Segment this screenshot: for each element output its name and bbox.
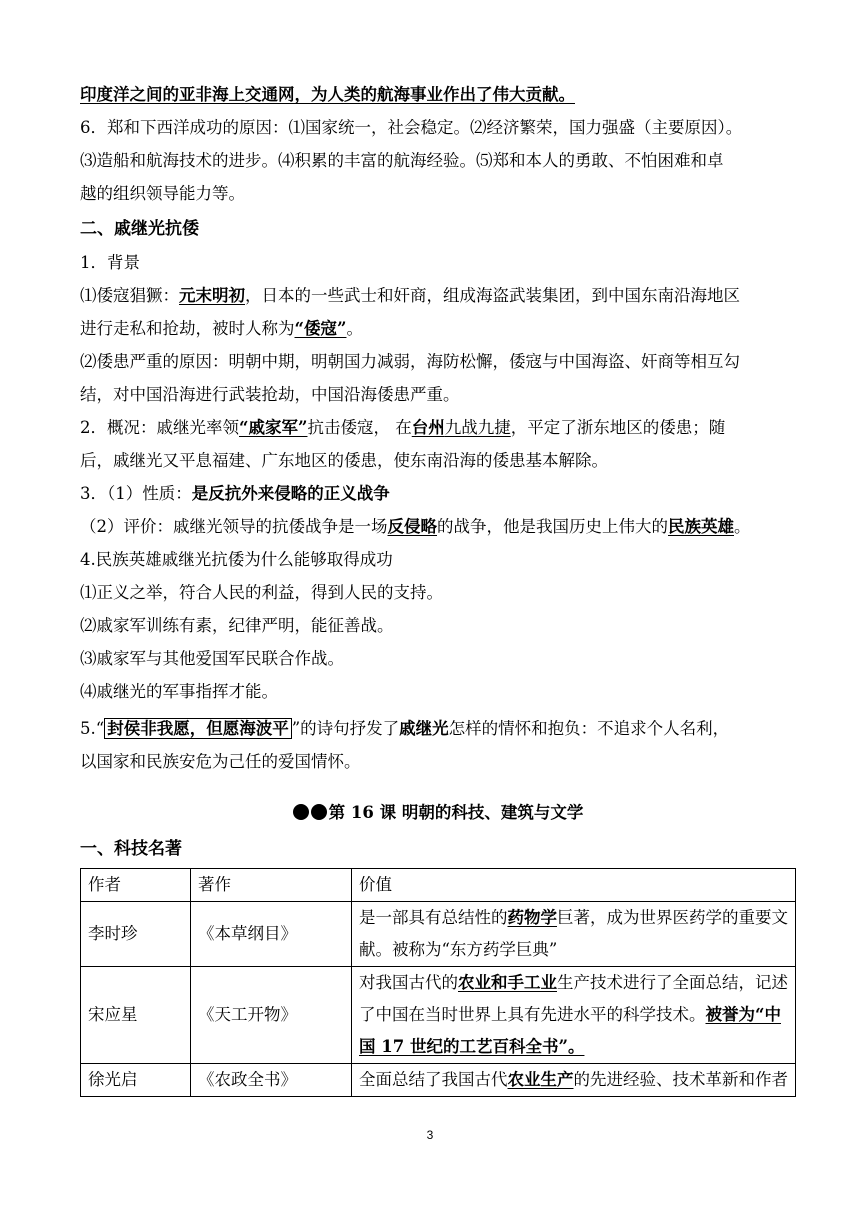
key-term: 农业生产: [507, 1070, 574, 1089]
text-line: 后，戚继光又平息福建、广东地区的倭患，使东南沿海的倭患基本解除。: [80, 451, 608, 470]
text-span: 全面总结了我国古代: [359, 1070, 508, 1089]
text-span: 对我国古代的: [359, 973, 458, 992]
cell-line: [359, 1064, 788, 1096]
key-term: 农业和手工业: [458, 973, 557, 992]
cell-line: [359, 967, 788, 999]
key-term: 药物学: [507, 908, 557, 927]
text-span: ”的诗句抒发了: [291, 719, 400, 738]
key-term: 民族英雄: [668, 517, 734, 536]
text-span: 2．概况：戚继光率领: [80, 418, 239, 437]
text-span: ，日本的一些武士和奸商，组成海盗武装集团，到中国东南沿海地区: [245, 286, 740, 305]
text-line: 1．背景: [80, 253, 140, 272]
text-span: 生产技术进行了全面总结，记述: [557, 973, 788, 992]
bullet-dot-icon: [311, 804, 327, 820]
text-line: 结，对中国沿海进行武装抢劫，中国沿海倭患严重。: [80, 385, 460, 404]
key-term: 戚继光: [399, 719, 449, 738]
cell-line: [359, 999, 788, 1031]
text-line: ⑵戚家军训练有素，纪律严明，能征善战。: [80, 616, 394, 635]
author-cell: 宋应星: [81, 967, 191, 1064]
text-line: 越的组织领导能力等。: [80, 184, 245, 203]
cell-line: 献。被称为“东方药学巨典”: [359, 940, 558, 959]
text-line: 4.民族英雄戚继光抗倭为什么能够取得成功: [80, 550, 393, 569]
text-span: 了中国在当时世界上具有先进水平的科学技术。: [359, 1005, 706, 1024]
text-span: 抗击倭寇， 在: [307, 418, 412, 437]
text-line: ⑵倭患严重的原因：明朝中期，明朝国力减弱，海防松懈，倭寇与中国海盗、奸商等相互勾: [80, 352, 740, 371]
lesson-title-text: 第 16 课 明朝的科技、建筑与文学: [328, 803, 584, 822]
table-header-cell: 作者: [81, 869, 191, 902]
text-span: ⑴倭寇猖獗：: [80, 286, 179, 305]
section-heading: 二、戚继光抗倭: [80, 219, 199, 239]
science-works-table: [80, 868, 796, 1097]
text-line: ⑷戚继光的军事指挥才能。: [80, 682, 278, 701]
lesson-title: [80, 796, 796, 830]
key-term: “戚家军”: [239, 418, 308, 437]
bullet-dot-icon: [293, 804, 309, 820]
text-span: 。: [734, 517, 751, 536]
text-line: 以国家和民族安危为己任的爱国情怀。: [80, 752, 361, 771]
text-line: ⑶造船和航海技术的进步。⑷积累的丰富的航海经验。⑸郑和本人的勇敢、不怕困难和卓: [80, 151, 724, 170]
document-page: [80, 78, 796, 1097]
table-header-row: [81, 869, 796, 902]
text-span: 的战争，他是我国历史上伟大的: [437, 517, 668, 536]
text-span: （2）评价：戚继光领导的抗倭战争是一场: [80, 517, 388, 536]
key-term: 九战九捷: [444, 418, 511, 437]
text-line: [80, 279, 796, 312]
text-span: 3．（1）性质：: [80, 484, 192, 503]
author-cell: 徐光启: [81, 1064, 191, 1097]
author-cell: 李时珍: [81, 902, 191, 967]
text-span: 巨著，成为世界医药学的重要文: [557, 908, 788, 927]
text-span: 5.“: [80, 719, 105, 738]
text-span: ，平定了浙东地区的倭患；随: [510, 418, 726, 437]
text-line: [80, 477, 796, 510]
table-header-cell: 著作: [191, 869, 352, 902]
table-row: [81, 902, 796, 967]
work-cell: 《农政全书》: [191, 1064, 352, 1097]
key-term: “倭寇”: [294, 319, 347, 338]
key-term: 反侵略: [387, 517, 437, 536]
work-cell: 《本草纲目》: [191, 902, 352, 967]
table-row: [81, 1064, 796, 1097]
work-cell: 《天工开物》: [191, 967, 352, 1064]
text-line: 6．郑和下西洋成功的原因：⑴国家统一，社会稳定。⑵经济繁荣，国力强盛（主要原因）。: [80, 118, 743, 137]
text-line: 印度洋之间的亚非海上交通网，为人类的航海事业作出了伟大贡献。: [80, 85, 575, 104]
text-line: ⑶戚家军与其他爱国军民联合作战。: [80, 649, 344, 668]
section-heading: 一、科技名著: [80, 839, 182, 859]
cell-line: [359, 902, 788, 934]
cell-line: 国 17 世纪的工艺百科全书”。: [359, 1037, 585, 1056]
table-row: [81, 967, 796, 1064]
text-span: 怎样的情怀和抱负：不追求个人名利，: [448, 719, 730, 738]
page-number: 3: [426, 1128, 434, 1142]
key-term: 元末明初: [179, 286, 245, 305]
text-line: [80, 712, 796, 745]
text-line: [80, 510, 796, 543]
value-cell: [352, 967, 796, 1064]
value-cell: [352, 902, 796, 967]
key-term: 被誉为“中: [705, 1005, 781, 1024]
text-line: [80, 312, 796, 345]
text-span: 是一部具有总结性的: [359, 908, 508, 927]
text-line: ⑴正义之举，符合人民的利益，得到人民的支持。: [80, 583, 443, 602]
value-cell: [352, 1064, 796, 1097]
text-line: [80, 411, 796, 444]
text-span: 。: [346, 319, 363, 338]
poem-quote-box: 封侯非我愿，但愿海波平: [104, 718, 292, 739]
key-term: 台州: [411, 418, 445, 437]
text-span: 的先进经验、技术革新和作者: [573, 1070, 788, 1089]
text-span: 进行走私和抢劫，被时人称为: [80, 319, 295, 338]
key-term: 是反抗外来侵略的正义战争: [191, 484, 390, 503]
table-header-cell: 价值: [352, 869, 796, 902]
